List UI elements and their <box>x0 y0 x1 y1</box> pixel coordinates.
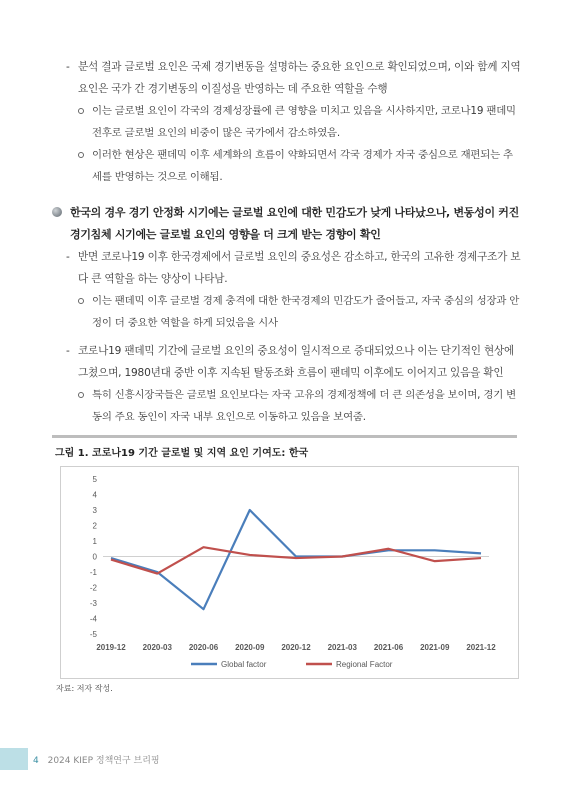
dash-item-3: - 코로나19 팬데믹 기간에 글로벌 요인의 중요성이 일시적으로 증대되었으나 이는 단기적인 현상에 그쳤으며, 1980년대 중반 이후 지속된 탈동조화 흐름이 팬데믹 이후에도 이어지고 있음을 확인 <box>52 340 522 384</box>
dash-item-2: - 반면 코로나19 이후 한국경제에서 글로벌 요인의 중요성은 감소하고, 한국의 고유한 경제구조가 보다 큰 역할을 하는 양상이 나타남. <box>52 246 522 290</box>
section-bullet-2 <box>52 202 522 246</box>
y-tick-label: -3 <box>89 599 97 608</box>
y-tick-label: 4 <box>92 490 97 500</box>
y-tick-label: -1 <box>89 568 97 577</box>
x-tick-label: 2019-12 <box>96 643 126 652</box>
figure-source: 자료: 저자 작성. <box>56 684 113 693</box>
y-tick-label: 2 <box>92 521 97 531</box>
line-chart <box>61 467 518 678</box>
bullet-icon <box>52 207 62 217</box>
footer-accent-bar <box>0 748 28 770</box>
figure-divider <box>52 435 517 438</box>
y-tick-label: 5 <box>92 475 97 484</box>
page-number: 4 <box>33 756 39 766</box>
footer-label: 2024 KIEP 정책연구 브리핑 <box>47 756 160 766</box>
footer <box>33 753 160 766</box>
x-tick-label: 2021-12 <box>466 643 496 652</box>
x-tick-label: 2021-06 <box>373 643 404 652</box>
circle-item-3a: 특히 신흥시장국들은 글로벌 요인보다는 자국 고유의 경제정책에 더 큰 의존성을 보이며, 경기 변동의 주요 동인이 자국 내부 요인으로 이동하고 있음을 보여줌. <box>52 384 522 428</box>
y-tick-label: 1 <box>92 537 97 546</box>
chart-container <box>60 466 519 679</box>
x-tick-label: 2020-03 <box>142 643 172 652</box>
x-tick-label: 2021-09 <box>420 643 450 652</box>
x-tick-label: 2020-09 <box>235 643 265 652</box>
y-tick-label: -5 <box>89 630 97 639</box>
section-bullet-text: 한국의 경우 경기 안정화 시기에는 글로벌 요인에 대한 민감도가 낮게 나타났으나, 변동성이 커진 경기침체 시기에는 글로벌 요인의 영향을 더 크게 받는 경향이 확인 <box>70 206 519 241</box>
y-tick-label: 3 <box>92 506 97 515</box>
circle-item-2a: 이는 팬데믹 이후 글로벌 경제 충격에 대한 한국경제의 민감도가 줄어들고, 자국 중심의 성장과 안정이 더 중요한 역할을 하게 되었음을 시사 <box>52 290 522 334</box>
dash-item-1: - 분석 결과 글로벌 요인은 국제 경기변동을 설명하는 중요한 요인으로 확인되었으며, 이와 함께 지역 요인은 국가 간 경기변동의 이질성을 반영하는 데 주요한 역할을 수행 <box>52 56 522 100</box>
circle-item-1a: 이는 글로벌 요인이 각국의 경제성장률에 큰 영향을 미치고 있음을 시사하지만, 코로나19 팬데믹 전후로 글로벌 요인의 비중이 많은 국가에서 감소하였음. <box>52 100 522 144</box>
main-content <box>52 56 522 428</box>
legend-label: Global factor <box>221 660 267 669</box>
legend-label: Regional Factor <box>336 660 393 669</box>
y-tick-label: -4 <box>89 614 97 624</box>
circle-item-1b: 이러한 현상은 팬데믹 이후 세계화의 흐름이 약화되면서 각국 경제가 자국 중심으로 재편되는 추세를 반영하는 것으로 이해됨. <box>52 144 522 188</box>
x-tick-label: 2020-12 <box>281 643 311 652</box>
x-tick-label: 2020-06 <box>188 643 219 652</box>
figure-title: 그림 1. 코로나19 기간 글로벌 및 지역 요인 기여도: 한국 <box>55 448 309 459</box>
x-tick-label: 2021-03 <box>327 643 357 652</box>
y-tick-label: 0 <box>92 552 97 562</box>
y-tick-label: -2 <box>89 583 97 593</box>
